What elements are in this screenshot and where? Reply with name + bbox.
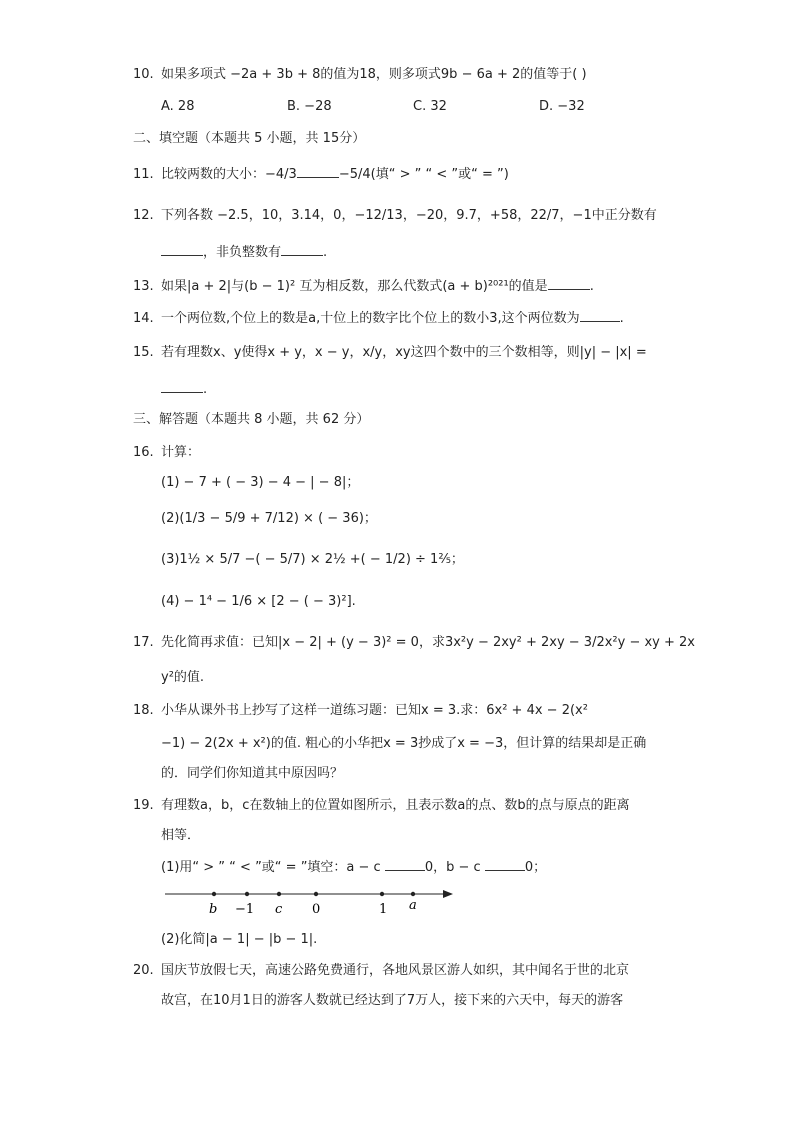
section-heading: 三、解答题（本题共 8 小题，共 62 分） — [133, 412, 370, 427]
question-number: 13. — [133, 279, 154, 294]
answer-blank[interactable] — [161, 380, 203, 393]
question-text: 若有理数x、y使得x + y，x − y，x/y，xy这四个数中的三个数相等，则|y| − |x| = — [161, 345, 647, 360]
question-number: 17. — [133, 635, 154, 650]
question-text: 小华从课外书上抄写了这样一道练习题：已知x = 3.求：6x² + 4x − 2(x² — [161, 703, 588, 718]
label-c: c — [275, 902, 283, 917]
question-10 — [133, 66, 587, 84]
question-text: 有理数a，b，c在数轴上的位置如图所示，且表示数a的点、数b的点与原点的距离 — [161, 798, 630, 813]
sub-question-text: 0； — [524, 860, 547, 875]
question-number: 18. — [133, 703, 154, 718]
question-20-cont: 故宫，在10月1日的游客人数就已经达到了7万人，接下来的六天中，每天的游客 — [161, 993, 624, 1008]
question-text: 下列各数 −2.5，10，3.14，0，−12/13，−20，9.7，+58，22/7，−1中正分数有 — [161, 208, 657, 223]
question-text: 国庆节放假七天，高速公路免费通行，各地风景区游人如织，其中闻名于世的北京 — [161, 963, 630, 978]
question-11 — [133, 165, 509, 184]
answer-blank[interactable] — [297, 165, 339, 178]
question-text: 计算： — [161, 445, 201, 460]
question-number: 16. — [133, 445, 154, 460]
section-heading: 二、填空题（本题共 5 小题，共 15分） — [133, 131, 366, 146]
label-b: b — [209, 902, 218, 917]
question-14: 14. 一个两位数,个位上的数是a,十位上的数字比个位上的数小3,这个两位数为 . — [133, 311, 624, 326]
question-15-cont: . — [161, 380, 207, 399]
arrow-icon — [443, 890, 453, 898]
answer-blank[interactable] — [548, 277, 590, 290]
question-number: 15. — [133, 345, 154, 360]
question-18-cont: 的．同学们你知道其中原因吗？ — [161, 766, 344, 781]
question-19-cont: 相等． — [161, 828, 201, 843]
label-1: 1 — [379, 902, 388, 917]
question-12 — [133, 207, 657, 225]
question-19 — [133, 797, 630, 815]
question-13: 13. 如果|a + 2|与(b − 1)² 互为相反数，那么代数式(a + b)²⁰²¹的值是 . — [133, 279, 594, 294]
label-0: 0 — [312, 902, 321, 917]
option-d: D. −32 — [539, 99, 585, 114]
question-text: 如果多项式 −2a + 3b + 8的值为18，则多项式9b − 6a + 2的值等于( ) — [161, 67, 587, 82]
point-c — [277, 892, 281, 896]
question-number: 20. — [133, 963, 154, 978]
question-20 — [133, 962, 629, 980]
question-18-cont: −1) − 2(2x + x²)的值. 粗心的小华把x = 3抄成了x = −3，但计算的结果却是正确 — [161, 736, 647, 751]
question-15 — [133, 344, 647, 362]
question-17 — [133, 634, 695, 652]
answer-blank[interactable] — [281, 243, 323, 256]
answer-blank[interactable] — [580, 309, 620, 322]
sub-question: (1) − 7 + ( − 3) − 4 − | − 8|； — [161, 475, 360, 490]
option-a: A. 28 — [161, 99, 195, 114]
sub-question: (4) − 1⁴ − 1/6 × [2 − ( − 3)²]. — [161, 594, 356, 609]
option-b: B. −28 — [287, 99, 332, 114]
point-a — [411, 892, 415, 896]
sub-question-text: 0，b − c — [424, 860, 481, 875]
question-12-cont: ，非负整数有 . — [161, 243, 327, 262]
point-0 — [314, 892, 318, 896]
sub-question-text: (1)用“ > ” “ < ”或“ = ”填空：a − c — [161, 860, 381, 875]
question-text: 一个两位数,个位上的数是a,十位上的数字比个位上的数小3,这个两位数为 — [161, 311, 580, 326]
point-b — [212, 892, 216, 896]
question-text: 如果|a + 2|与(b − 1)² 互为相反数，那么代数式(a + b)²⁰²¹的值是 — [161, 279, 548, 294]
question-number: 10. — [133, 67, 154, 82]
option-c: C. 32 — [413, 99, 447, 114]
sub-question: (3)1½ × 5/7 −( − 5/7) × 2½ +( − 1/2) ÷ 1⅖； — [161, 552, 464, 567]
number-line — [161, 880, 461, 920]
question-17-cont: y²的值. — [161, 670, 205, 685]
sub-question: (2)化简|a − 1| − |b − 1|. — [161, 932, 318, 947]
question-number: 12. — [133, 208, 154, 223]
question-18 — [133, 702, 588, 720]
question-text: −5/4(填“ > ” “ < ”或“ = ”) — [338, 167, 509, 182]
question-text: 比较两数的大小：−4/3 — [161, 167, 297, 182]
answer-blank[interactable] — [385, 858, 425, 871]
label-a: a — [409, 898, 417, 913]
label-neg1: −1 — [235, 902, 255, 917]
question-number: 19. — [133, 798, 154, 813]
answer-blank[interactable] — [485, 858, 525, 871]
point-1 — [380, 892, 384, 896]
answer-blank[interactable] — [161, 243, 203, 256]
question-16 — [133, 444, 200, 462]
sub-question: (2)(1/3 − 5/9 + 7/12) × ( − 36)； — [161, 511, 377, 526]
question-number: 11. — [133, 167, 154, 182]
question-text: 先化简再求值：已知|x − 2| + (y − 3)² = 0，求3x²y − 2xy² + 2xy − 3/2x²y − xy + 2x — [161, 635, 695, 650]
sub-question — [161, 858, 546, 877]
question-number: 14. — [133, 311, 154, 326]
question-text: ，非负整数有 — [203, 245, 282, 260]
point-neg1 — [245, 892, 249, 896]
